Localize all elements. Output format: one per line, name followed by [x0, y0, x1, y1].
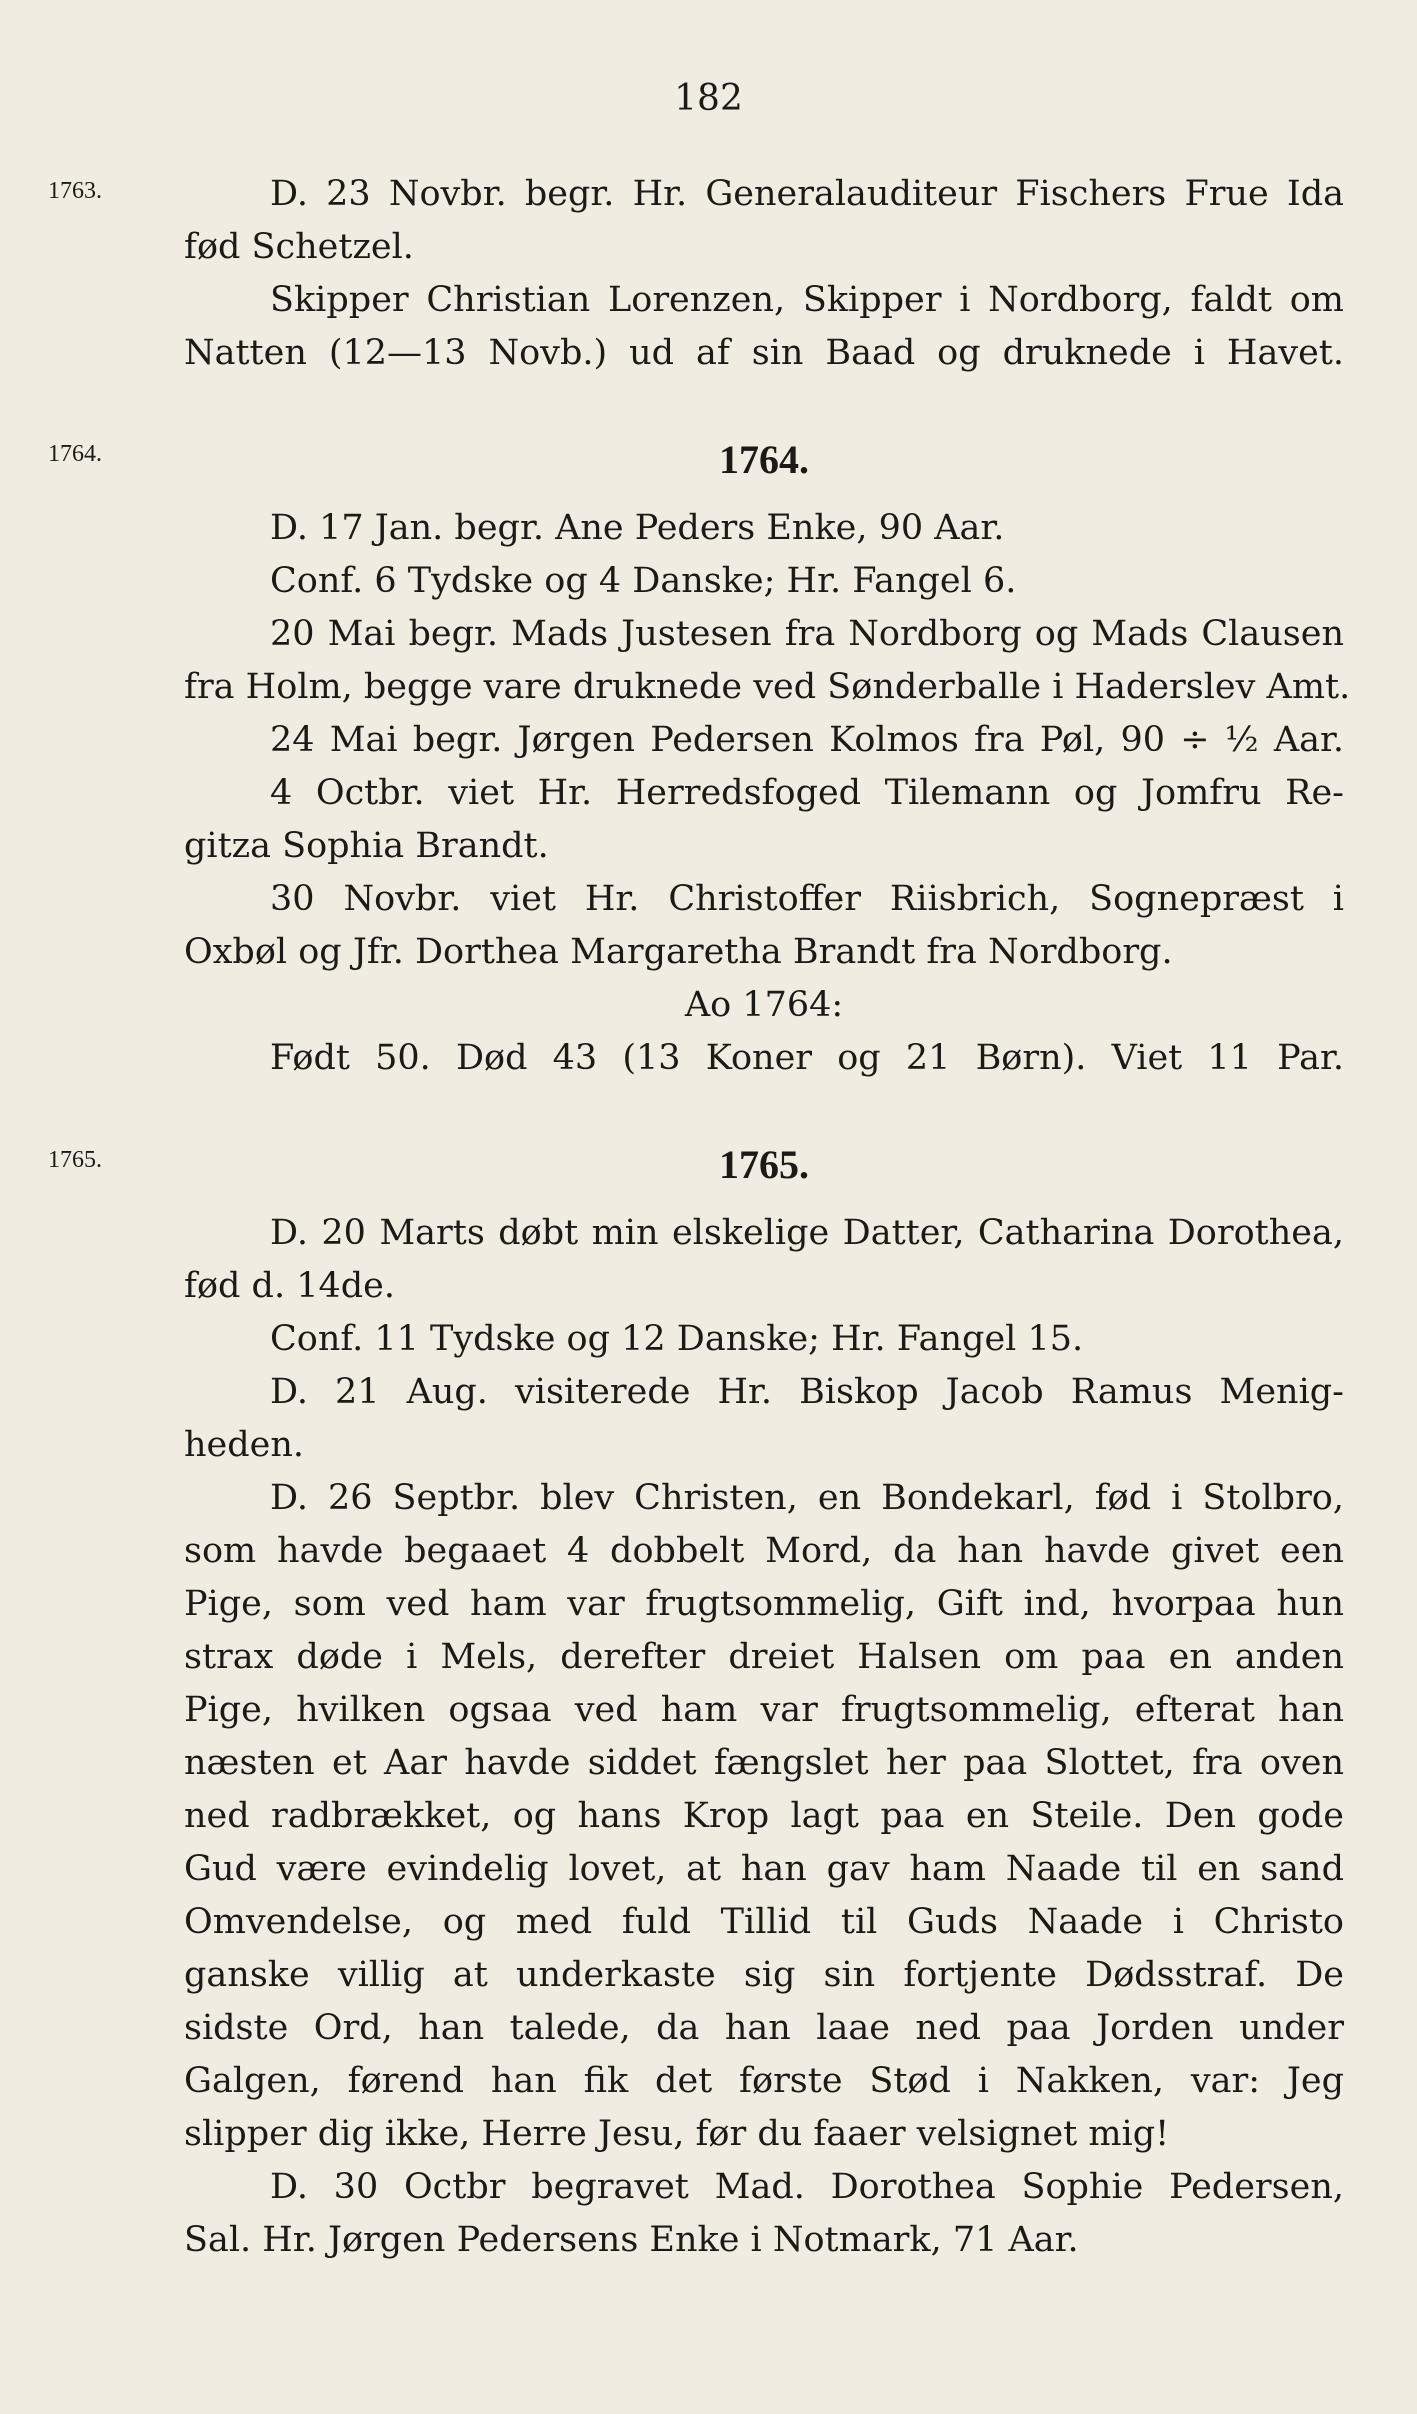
text-column	[184, 168, 1351, 2267]
margin-year-1763: 1763.	[48, 178, 102, 204]
section-heading-1765: 1765.	[719, 1142, 809, 1187]
text-line: Oxbøl og Jfr. Dorthea Margaretha Brandt fra Nordborg.	[184, 932, 1173, 972]
text-line: strax døde i Mels, derefter dreiet Halsen om paa en anden	[184, 1637, 1344, 1677]
text-line: fød Schetzel.	[184, 227, 414, 267]
text-line: ned radbrækket, og hans Krop lagt paa en Steile. Den gode	[184, 1796, 1344, 1836]
text-line: Galgen, førend han fik det første Stød i Nakken, var: Jeg	[184, 2061, 1344, 2101]
text-line: gitza Sophia Brandt.	[184, 826, 549, 866]
text-line: som havde begaaet 4 dobbelt Mord, da han havde givet een	[184, 1531, 1344, 1571]
text-line: Natten (12—13 Novb.) ud af sin Baad og druknede i Havet.	[184, 333, 1344, 373]
text-line: D. 17 Jan. begr. Ane Peders Enke, 90 Aar.	[270, 508, 1005, 548]
text-line: Sal. Hr. Jørgen Pedersens Enke i Notmark, 71 Aar.	[184, 2220, 1079, 2260]
section-gap	[184, 1085, 1344, 1123]
text-line: 30 Novbr. viet Hr. Christoffer Riisbrich, Sognepræst i	[270, 879, 1344, 919]
text-line: D. 26 Septbr. blev Christen, en Bondekarl, fød i Stolbro,	[270, 1478, 1344, 1518]
text-line: 20 Mai begr. Mads Justesen fra Nordborg og Mads Clausen	[270, 614, 1344, 654]
section-heading-1764: 1764.	[719, 437, 809, 482]
text-line: D. 30 Octbr begravet Mad. Dorothea Sophie Pedersen,	[270, 2167, 1344, 2207]
text-line: Pige, som ved ham var frugtsommelig, Gift ind, hvorpaa hun	[184, 1584, 1344, 1624]
margin-year-1764: 1764.	[48, 441, 102, 467]
text-line: 24 Mai begr. Jørgen Pedersen Kolmos fra Pøl, 90 ÷ ½ Aar.	[270, 720, 1344, 760]
text-line: slipper dig ikke, Herre Jesu, før du faaer velsignet mig!	[184, 2114, 1170, 2154]
text-line: Ao 1764:	[684, 985, 844, 1025]
page-number: 182	[674, 78, 743, 119]
text-line: Gud være evindelig lovet, at han gav ham Naade til en sand	[184, 1849, 1344, 1889]
text-line: Pige, hvilken ogsaa ved ham var frugtsommelig, efterat han	[184, 1690, 1344, 1730]
margin-year-1765: 1765.	[48, 1147, 102, 1173]
text-line: heden.	[184, 1425, 305, 1465]
section-1764	[184, 418, 1351, 1085]
text-line: Conf. 6 Tydske og 4 Danske; Hr. Fangel 6.	[270, 561, 1017, 601]
text-line: næsten et Aar havde siddet fængslet her paa Slottet, fra oven	[184, 1743, 1344, 1783]
text-line: Skipper Christian Lorenzen, Skipper i Nordborg, faldt om	[270, 280, 1344, 320]
text-line: Født 50. Død 43 (13 Koner og 21 Børn). Viet 11 Par.	[270, 1038, 1344, 1078]
text-line: 4 Octbr. viet Hr. Herredsfoged Tilemann og Jomfru Re-	[270, 773, 1344, 813]
text-line: Conf. 11 Tydske og 12 Danske; Hr. Fangel 15.	[270, 1319, 1084, 1359]
text-line: fra Holm, begge vare druknede ved Sønderballe i Haderslev Amt.	[184, 667, 1351, 707]
text-line: sidste Ord, han talede, da han laae ned paa Jorden under	[184, 2008, 1344, 2048]
section-1763	[184, 168, 1344, 380]
text-line: Omvendelse, og med fuld Tillid til Guds Naade i Christo	[184, 1902, 1344, 1942]
text-line: D. 23 Novbr. begr. Hr. Generalauditeur Fischers Frue Ida	[270, 174, 1344, 214]
text-line: fød d. 14de.	[184, 1266, 395, 1306]
text-line: D. 21 Aug. visiterede Hr. Biskop Jacob Ramus Menig-	[270, 1372, 1344, 1412]
section-1765	[184, 1123, 1344, 2267]
text-line: D. 20 Marts døbt min elskelige Datter, Catharina Dorothea,	[270, 1213, 1344, 1253]
section-gap	[184, 380, 1344, 418]
text-line: ganske villig at underkaste sig sin fortjente Dødsstraf. De	[184, 1955, 1344, 1995]
